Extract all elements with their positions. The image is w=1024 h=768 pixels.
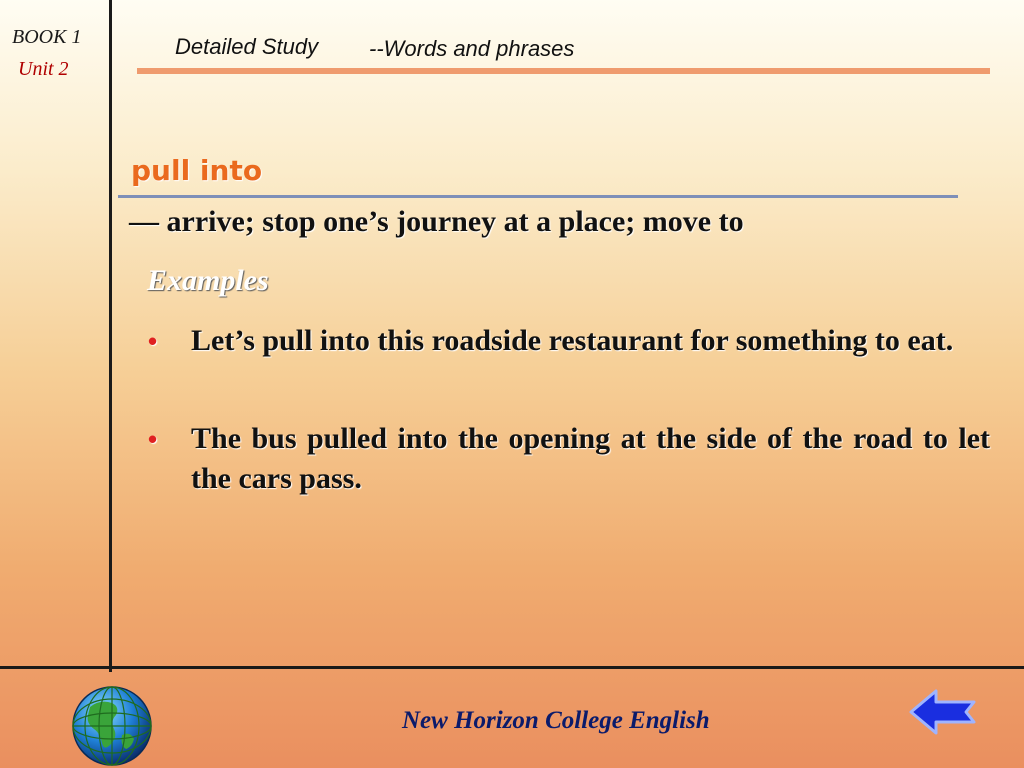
bottom-divider [0, 666, 1024, 669]
examples-heading: Examples [147, 264, 269, 297]
bullet-icon: • [148, 424, 158, 454]
globe-icon[interactable] [70, 685, 154, 767]
header-rule [137, 68, 990, 74]
example-item [148, 321, 990, 361]
section-title: Detailed Study [175, 34, 319, 59]
subsection-title: --Words and phrases [369, 36, 575, 61]
example-text: The bus pulled into the opening at the side of the road to let the cars pass. [191, 422, 990, 495]
footer-title: New Horizon College English [402, 707, 710, 734]
example-item [148, 419, 990, 499]
phrase-term: pull into [131, 154, 263, 187]
unit-label: Unit 2 [18, 58, 69, 80]
phrase-definition: — arrive; stop one’s journey at a place; move to [129, 205, 744, 238]
example-text: Let’s pull into this roadside restaurant for something to eat. [191, 324, 954, 357]
bullet-icon: • [148, 326, 158, 356]
term-underline [118, 195, 958, 198]
book-label: BOOK 1 [12, 26, 82, 48]
back-arrow-icon[interactable] [908, 688, 978, 736]
vertical-divider [109, 0, 112, 672]
